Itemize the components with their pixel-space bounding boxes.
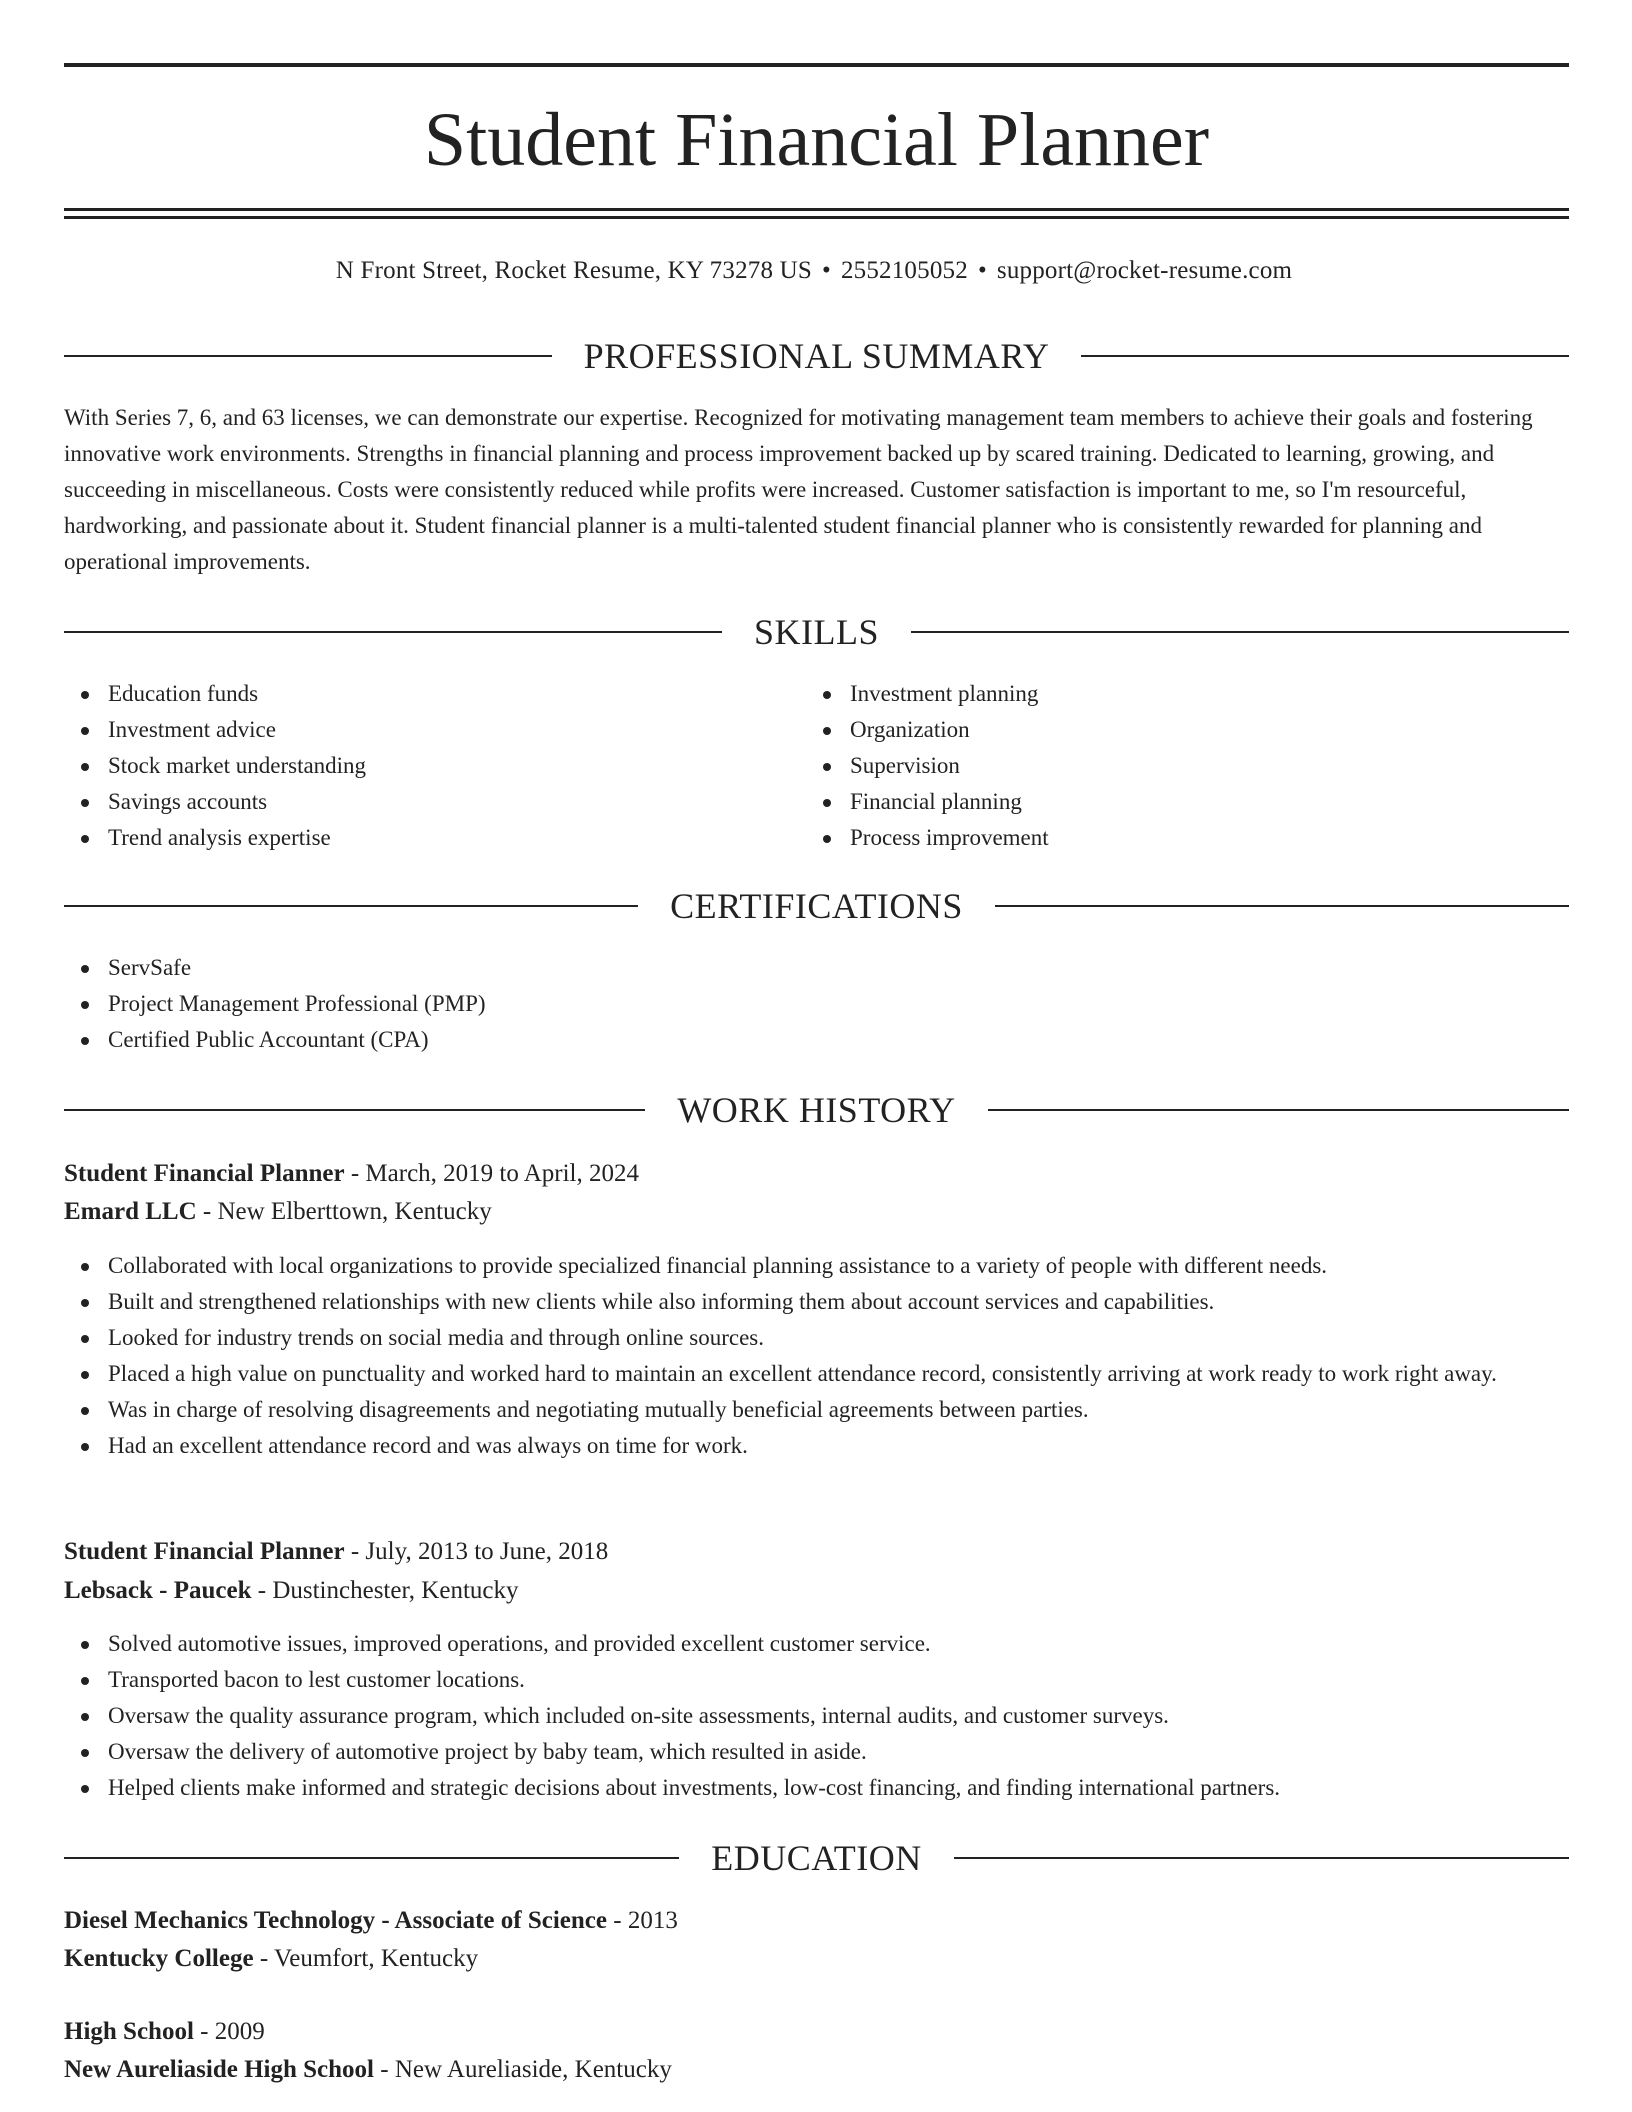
- job-dates: - March, 2019 to April, 2024: [344, 1160, 640, 1187]
- job-bullet: Was in charge of resolving disagreements and negotiating mutually beneficial agreements between parties.: [64, 1392, 1569, 1428]
- job-title-line: [64, 1533, 1569, 1571]
- certifications-list: [64, 950, 1569, 1058]
- job-dates: - July, 2013 to June, 2018: [344, 1538, 609, 1565]
- skills-heading: [64, 610, 1569, 654]
- heading-rule-right: [954, 1857, 1569, 1859]
- education-degree: Diesel Mechanics Technology - Associate of Science: [64, 1907, 607, 1934]
- job-title: Student Financial Planner: [64, 1160, 345, 1187]
- education-school-line: [64, 1940, 1569, 1978]
- summary-title: PROFESSIONAL SUMMARY: [583, 336, 1050, 376]
- heading-rule-left: [64, 631, 722, 633]
- education-location: - Veumfort, Kentucky: [253, 1945, 479, 1972]
- job-location: - New Elberttown, Kentucky: [196, 1198, 492, 1225]
- work-history-title: WORK HISTORY: [677, 1090, 956, 1130]
- education-heading: [64, 1836, 1569, 1880]
- summary-heading: [64, 334, 1569, 378]
- education-title: EDUCATION: [711, 1838, 922, 1878]
- contact-phone: 2552105052: [840, 257, 968, 284]
- heading-rule-left: [64, 1109, 645, 1111]
- job-title-line: [64, 1155, 1569, 1193]
- skill-item: Stock market understanding: [64, 748, 764, 784]
- skill-item: Education funds: [64, 676, 764, 712]
- certification-item: Certified Public Accountant (CPA): [64, 1022, 1569, 1058]
- contact-line: [4, 253, 1624, 289]
- skill-item: Trend analysis expertise: [64, 820, 764, 856]
- resume-name: Student Financial Planner: [423, 98, 1210, 182]
- skills-list-right: [806, 676, 1506, 856]
- skill-item: Supervision: [806, 748, 1506, 784]
- contact-address: N Front Street, Rocket Resume, KY 73278 US: [335, 257, 812, 284]
- job-title: Student Financial Planner: [64, 1538, 345, 1565]
- certification-item: ServSafe: [64, 950, 1569, 986]
- job-company: Lebsack - Paucek: [64, 1577, 252, 1604]
- skill-item: Process improvement: [806, 820, 1506, 856]
- heading-rule-right: [995, 905, 1569, 907]
- job-location: - Dustinchester, Kentucky: [251, 1577, 519, 1604]
- certifications-title: CERTIFICATIONS: [670, 886, 963, 926]
- contact-separator: •: [821, 257, 831, 284]
- job-bullet: Oversaw the delivery of automotive project by baby team, which resulted in aside.: [64, 1734, 1569, 1770]
- skill-item: Financial planning: [806, 784, 1506, 820]
- heading-rule-left: [64, 1857, 679, 1859]
- education-year: - 2009: [193, 2018, 265, 2045]
- job-company: Emard LLC: [64, 1198, 197, 1225]
- skill-item: Savings accounts: [64, 784, 764, 820]
- education-degree: High School: [64, 2018, 194, 2045]
- education-degree-line: [64, 1902, 1569, 1940]
- job-bullet: Built and strengthened relationships with new clients while also informing them about account services and capabilities.: [64, 1284, 1569, 1320]
- job-bullets: [64, 1248, 1569, 1464]
- education-school: New Aureliaside High School: [64, 2056, 374, 2083]
- name-rule-upper: [64, 208, 1569, 211]
- heading-rule-left: [64, 905, 638, 907]
- contact-separator: •: [977, 257, 987, 284]
- skill-item: Organization: [806, 712, 1506, 748]
- education-location: - New Aureliaside, Kentucky: [374, 2056, 672, 2083]
- contact-email: support@rocket-resume.com: [996, 257, 1293, 284]
- top-rule: [64, 63, 1569, 67]
- education-year: - 2013: [607, 1907, 678, 1934]
- education-school: Kentucky College: [64, 1945, 254, 1972]
- heading-rule-left: [64, 355, 552, 357]
- job-company-line: [64, 1193, 1569, 1231]
- education-school-line: [64, 2051, 1569, 2089]
- skill-item: Investment advice: [64, 712, 764, 748]
- heading-rule-right: [988, 1109, 1569, 1111]
- job-bullet: Had an excellent attendance record and was always on time for work.: [64, 1428, 1569, 1464]
- summary-text: With Series 7, 6, and 63 licenses, we can demonstrate our expertise. Recognized for motivating management team members to achieve their goals and fostering innovative work environments. Strengths in financial planning and process improvement backed up by scared training. Dedicated to learning, growing, and succeeding in miscellaneous. Costs were consistently reduced while profits were increased. Customer satisfaction is important to me, so I'm resourceful, hardworking, and passionate about it. Student financial planner is a multi-talented student financial planner who is consistently rewarded for planning and operational improvements.: [64, 405, 1533, 574]
- job-bullet: Looked for industry trends on social media and through online sources.: [64, 1320, 1569, 1356]
- certification-item: Project Management Professional (PMP): [64, 986, 1569, 1022]
- work-history-heading: [64, 1088, 1569, 1132]
- job-bullet: Collaborated with local organizations to provide specialized financial planning assistance to a variety of people with different needs.: [64, 1248, 1569, 1284]
- education-degree-line: [64, 2013, 1569, 2051]
- skill-item: Investment planning: [806, 676, 1506, 712]
- skills-list-left: [64, 676, 764, 856]
- skills-title: SKILLS: [754, 612, 880, 652]
- job-company-line: [64, 1572, 1569, 1610]
- job-bullet: Solved automotive issues, improved operations, and provided excellent customer service.: [64, 1626, 1569, 1662]
- job-bullet: Helped clients make informed and strategic decisions about investments, low-cost financing, and finding international partners.: [64, 1770, 1569, 1806]
- job-bullet: Transported bacon to lest customer locations.: [64, 1662, 1569, 1698]
- heading-rule-right: [1081, 355, 1569, 357]
- name-rule-lower: [64, 216, 1569, 219]
- job-bullet: Placed a high value on punctuality and worked hard to maintain an excellent attendance record, consistently arriving at work ready to work right away.: [64, 1356, 1569, 1392]
- job-bullets: [64, 1626, 1569, 1806]
- job-bullet: Oversaw the quality assurance program, which included on-site assessments, internal audits, and customer surveys.: [64, 1698, 1569, 1734]
- heading-rule-right: [911, 631, 1569, 633]
- certifications-heading: [64, 884, 1569, 928]
